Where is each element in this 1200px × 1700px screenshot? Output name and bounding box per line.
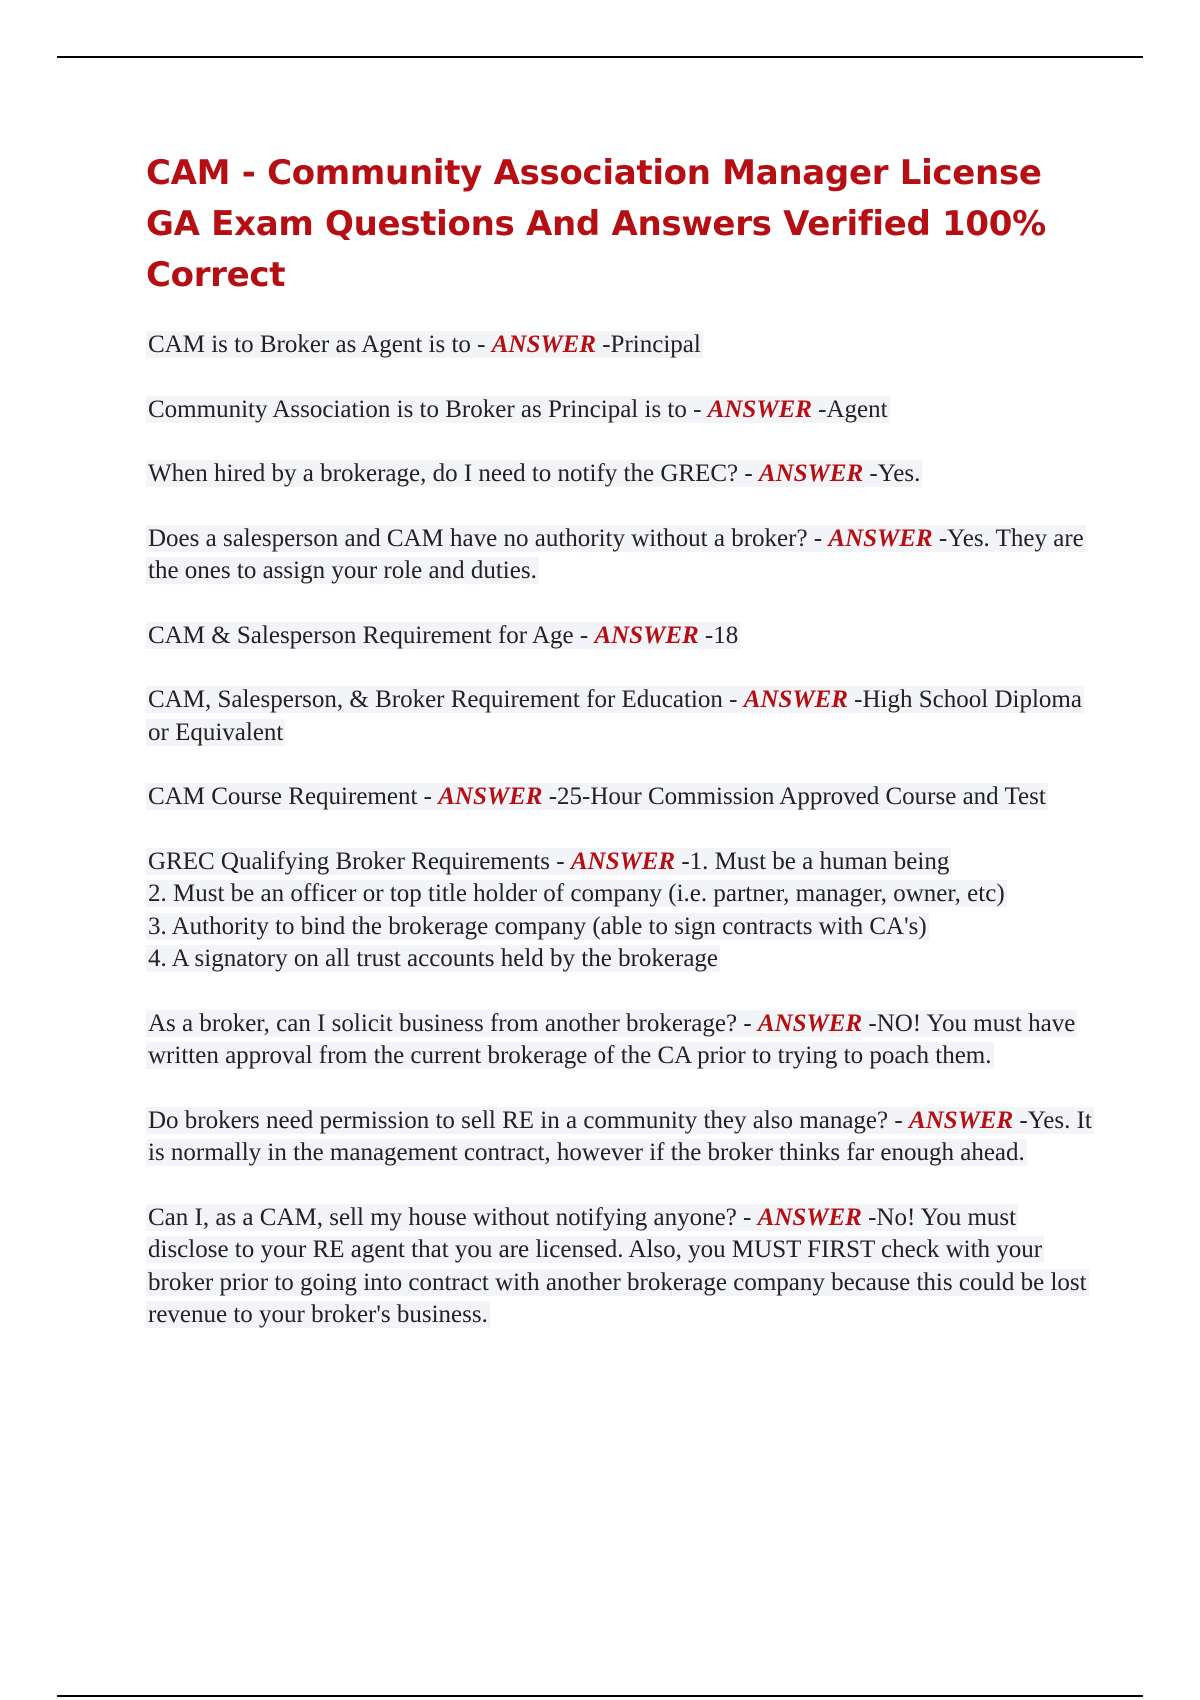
- question-text: As a broker, can I solicit business from another brokerage? -: [148, 1009, 758, 1037]
- answer-text: -Yes. It is normally in the management contract, however if the broker thinks far enough ahead.: [148, 1106, 1092, 1166]
- qa-line: [146, 848, 1007, 973]
- answer-text: -No! You must disclose to your RE agent that you are licensed. Also, you MUST FIRST check with your broker prior to going into contract with another brokerage company because this could be lost revenue to your broker's business.: [148, 1203, 1087, 1328]
- question-text: Community Association is to Broker as Principal is to -: [148, 395, 708, 423]
- qa-item: [146, 781, 1096, 814]
- qa-line: [146, 525, 1086, 585]
- qa-line: [146, 396, 890, 423]
- question-text: CAM is to Broker as Agent is to -: [148, 331, 492, 358]
- qa-line: [146, 1010, 1077, 1070]
- qa-line: [146, 331, 703, 358]
- qa-list: [146, 329, 1096, 1332]
- answer-label: ANSWER: [707, 395, 812, 423]
- answer-text: -25-Hour Commission Approved Course and Test: [542, 783, 1046, 810]
- answer-text: -18: [698, 621, 739, 649]
- answer-label: ANSWER: [757, 1203, 862, 1231]
- bottom-rule: [57, 1695, 1143, 1697]
- answer-text: -NO! You must have written approval from the current brokerage of the CA prior to trying to poach them.: [148, 1009, 1076, 1069]
- question-text: Do brokers need permission to sell RE in a community they also manage? -: [148, 1106, 909, 1134]
- document-title: CAM - Community Association Manager License GA Exam Questions And Answers Verified 100% Correct: [146, 153, 1046, 295]
- question-text: CAM, Salesperson, & Broker Requirement for Education -: [148, 686, 744, 713]
- answer-label: ANSWER: [743, 686, 848, 713]
- question-text: Can I, as a CAM, sell my house without notifying anyone? -: [148, 1203, 758, 1231]
- answer-label: ANSWER: [491, 331, 596, 358]
- answer-text: -High School Diploma or Equivalent: [148, 686, 1082, 746]
- qa-line: [146, 686, 1084, 746]
- question-text: CAM & Salesperson Requirement for Age -: [148, 621, 595, 649]
- qa-item: [146, 1105, 1096, 1170]
- answer-label: ANSWER: [438, 783, 543, 810]
- qa-item: [146, 1202, 1096, 1332]
- question-text: GREC Qualifying Broker Requirements -: [148, 847, 571, 875]
- qa-item: [146, 329, 1096, 362]
- question-text: CAM Course Requirement -: [148, 783, 439, 810]
- answer-label: ANSWER: [570, 847, 676, 875]
- answer-text: -1. Must be a human being 2. Must be an officer or top title holder of company (i.e. partner, manager, owner, etc) 3. Authority to bind the brokerage company (able to sign contracts with CA's) 4. A signatory on all trust accounts held by the brokerage: [148, 847, 1005, 972]
- answer-label: ANSWER: [828, 524, 933, 552]
- qa-line: [146, 460, 922, 487]
- qa-line: [146, 1107, 1094, 1167]
- answer-label: ANSWER: [758, 460, 864, 487]
- qa-line: [146, 622, 740, 649]
- answer-label: ANSWER: [594, 621, 699, 649]
- answer-label: ANSWER: [908, 1106, 1014, 1134]
- answer-label: ANSWER: [757, 1009, 863, 1037]
- document-body: [146, 148, 1096, 1364]
- qa-item: [146, 523, 1096, 588]
- qa-item: [146, 620, 1096, 653]
- answer-text: -Agent: [811, 395, 888, 423]
- answer-text: -Principal: [595, 331, 701, 358]
- qa-item: [146, 684, 1096, 749]
- qa-item: [146, 394, 1096, 427]
- answer-text: -Yes.: [863, 460, 921, 487]
- qa-item: [146, 1008, 1096, 1073]
- top-rule: [57, 56, 1143, 58]
- question-text: Does a salesperson and CAM have no authority without a broker? -: [148, 524, 829, 552]
- qa-line: [146, 783, 1048, 810]
- qa-line: [146, 1204, 1089, 1329]
- question-text: When hired by a brokerage, do I need to notify the GREC? -: [148, 460, 759, 487]
- qa-item: [146, 458, 1096, 491]
- answer-text: -Yes. They are the ones to assign your role and duties.: [148, 524, 1084, 584]
- qa-item: [146, 846, 1096, 976]
